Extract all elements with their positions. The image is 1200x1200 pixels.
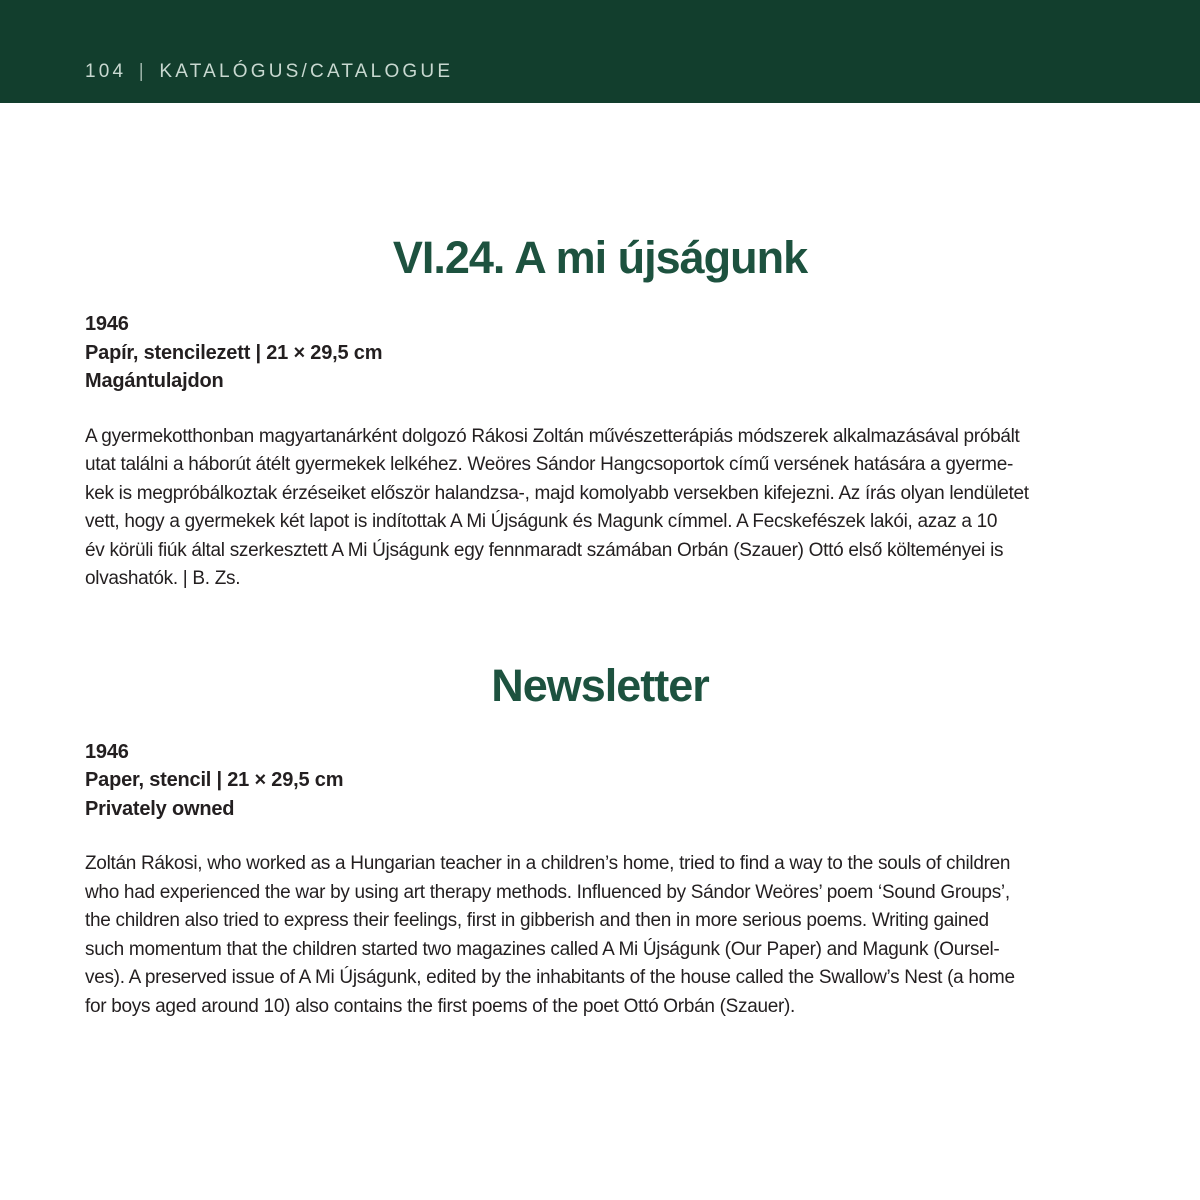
entry-meta-english — [85, 738, 1200, 824]
catalogue-page-body — [0, 231, 1200, 1021]
text-line: utat találni a háborút átélt gyermekek lelkéhez. Weöres Sándor Hangcsoportok című versének hatására a gyerme- — [85, 454, 1014, 475]
page-number: 104 — [85, 61, 127, 82]
text-line: who had experienced the war by using art therapy methods. Influenced by Sándor Weöres’ poem ‘Sound Groups’, — [85, 881, 1010, 903]
text-line: vett, hogy a gyermekek két lapot is indítottak A Mi Újságunk és Magunk címmel. A Fecskefészek lakói, azaz a 10 — [85, 511, 998, 532]
text-line: kek is megpróbálkoztak érzéseiket először halandzsa-, majd komolyabb versekben kifejezni. Az írás olyan lendületet — [85, 482, 1029, 504]
entry-title-english: Newsletter — [491, 659, 709, 711]
meta-year: 1946 — [85, 740, 129, 763]
meta-medium-dimensions: Paper, stencil | 21 × 29,5 cm — [85, 769, 344, 791]
text-line: olvashatók. | B. Zs. — [85, 568, 241, 589]
entry-description-hungarian — [85, 423, 1200, 594]
entry-description-english — [85, 850, 1200, 1021]
meta-ownership: Privately owned — [85, 797, 235, 820]
text-line: Zoltán Rákosi, who worked as a Hungarian teacher in a children’s home, tried to find a way to the souls of children — [85, 853, 1011, 874]
meta-ownership: Magántulajdon — [85, 370, 224, 392]
text-line: the children also tried to express their feelings, first in gibberish and then in more serious poems. Writing gained — [85, 910, 989, 931]
breadcrumb — [85, 61, 453, 83]
text-line: such momentum that the children started two magazines called A Mi Újságunk (Our Paper) and Magunk (Oursel- — [85, 938, 1000, 960]
section-title: KATALÓGUS/CATALOGUE — [159, 61, 454, 82]
meta-year: 1946 — [85, 313, 129, 335]
text-line: ves). A preserved issue of A Mi Újságunk, edited by the inhabitants of the house called the Swallow’s Nest (a home — [85, 967, 1015, 988]
text-line: év körüli fiúk által szerkesztett A Mi Újságunk egy fennmaradt számában Orbán (Szauer) Ottó első költeményei is — [85, 539, 1004, 561]
text-line: A gyermekotthonban magyartanárként dolgozó Rákosi Zoltán művészetterápiás módszerek alkalmazásával próbált — [85, 425, 1020, 447]
entry-meta-hungarian — [85, 310, 1200, 396]
header-separator: | — [138, 61, 147, 82]
entry-title-hungarian: VI.24. A mi újságunk — [392, 232, 808, 283]
page-header — [0, 0, 1200, 103]
meta-medium-dimensions: Papír, stencilezett | 21 × 29,5 cm — [85, 341, 383, 364]
text-line: for boys aged around 10) also contains the first poems of the poet Ottó Orbán (Szauer). — [85, 995, 796, 1017]
